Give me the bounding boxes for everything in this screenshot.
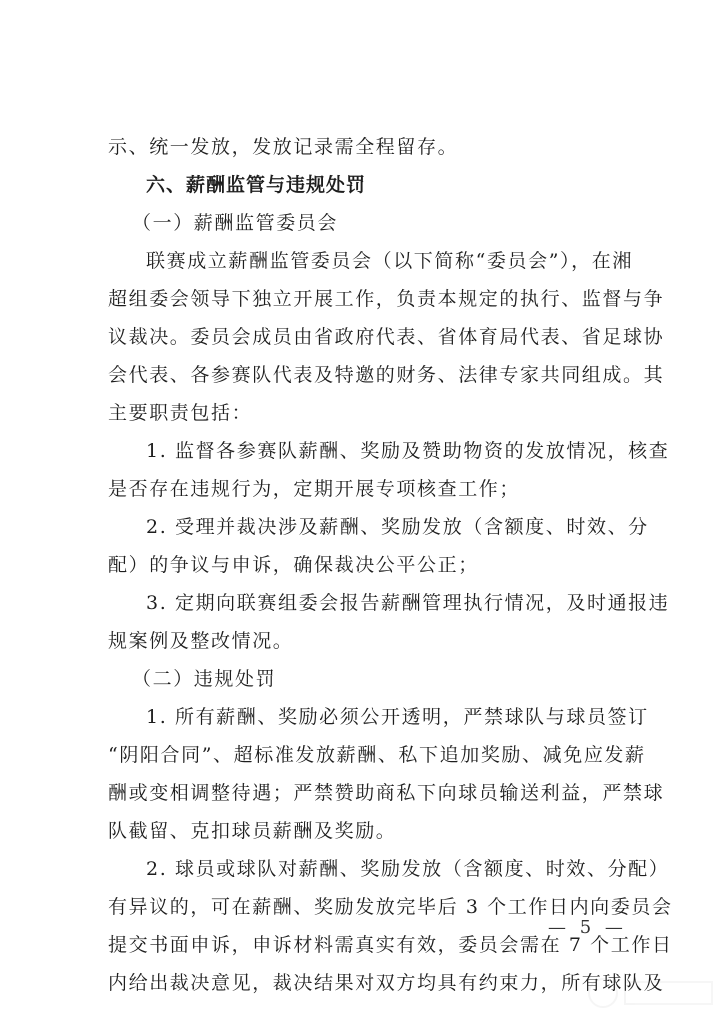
text-line: 示、统一发放，发放记录需全程留存。 [108, 136, 459, 158]
text-line: 规案例及整改情况。 [108, 630, 294, 652]
page-number: — 5 — [548, 917, 627, 938]
text-line: 是否存在违规行为，定期开展专项核查工作； [108, 478, 521, 500]
text-line: 超组委会领导下独立开展工作，负责本规定的执行、监督与争 [108, 288, 665, 310]
watermark-text-block [624, 981, 713, 1005]
text-line: 内给出裁决意见，裁决结果对双方均具有约束力，所有球队及 [108, 972, 665, 994]
watermark-emblem-icon [588, 978, 618, 1008]
text-line: 配）的争议与申诉，确保裁决公平公正； [108, 554, 479, 576]
text-line: 议裁决。委员会成员由省政府代表、省体育局代表、省足球协 [108, 326, 665, 348]
list-item: 3. 定期向联赛组委会报告薪酬管理执行情况，及时通报违 [146, 592, 670, 614]
text-line: “阴阳合同”、超标准发放薪酬、私下追加奖励、减免应发薪 [108, 744, 646, 766]
document-page [108, 128, 673, 1002]
list-item: 1. 所有薪酬、奖励必须公开透明，严禁球队与球员签订 [146, 706, 649, 728]
text-line: 酬或变相调整待遇；严禁赞助商私下向球员输送利益，严禁球 [108, 782, 665, 804]
watermark-logo [588, 978, 713, 1008]
list-item: 1. 监督各参赛队薪酬、奖励及赞助物资的发放情况，核查 [146, 440, 670, 462]
text-line: 联赛成立薪酬监管委员会（以下简称“委员会”），在湘 [146, 250, 633, 272]
subsection-heading: （一）薪酬监管委员会 [132, 212, 339, 234]
list-item: 2. 球员或球队对薪酬、奖励发放（含额度、时效、分配） [146, 858, 670, 880]
section-heading: 六、薪酬监管与违规处罚 [146, 174, 367, 196]
text-line: 队截留、克扣球员薪酬及奖励。 [108, 820, 397, 842]
text-line: 有异议的，可在薪酬、奖励发放完毕后 3 个工作日内向委员会 [108, 896, 673, 918]
text-line: 主要职责包括： [108, 402, 253, 424]
text-line: 提交书面申诉，申诉材料需真实有效，委员会需在 7 个工作日 [108, 934, 673, 956]
subsection-heading: （二）违规处罚 [132, 668, 277, 690]
text-line: 会代表、各参赛队代表及特邀的财务、法律专家共同组成。其 [108, 364, 665, 386]
list-item: 2. 受理并裁决涉及薪酬、奖励发放（含额度、时效、分 [146, 516, 649, 538]
